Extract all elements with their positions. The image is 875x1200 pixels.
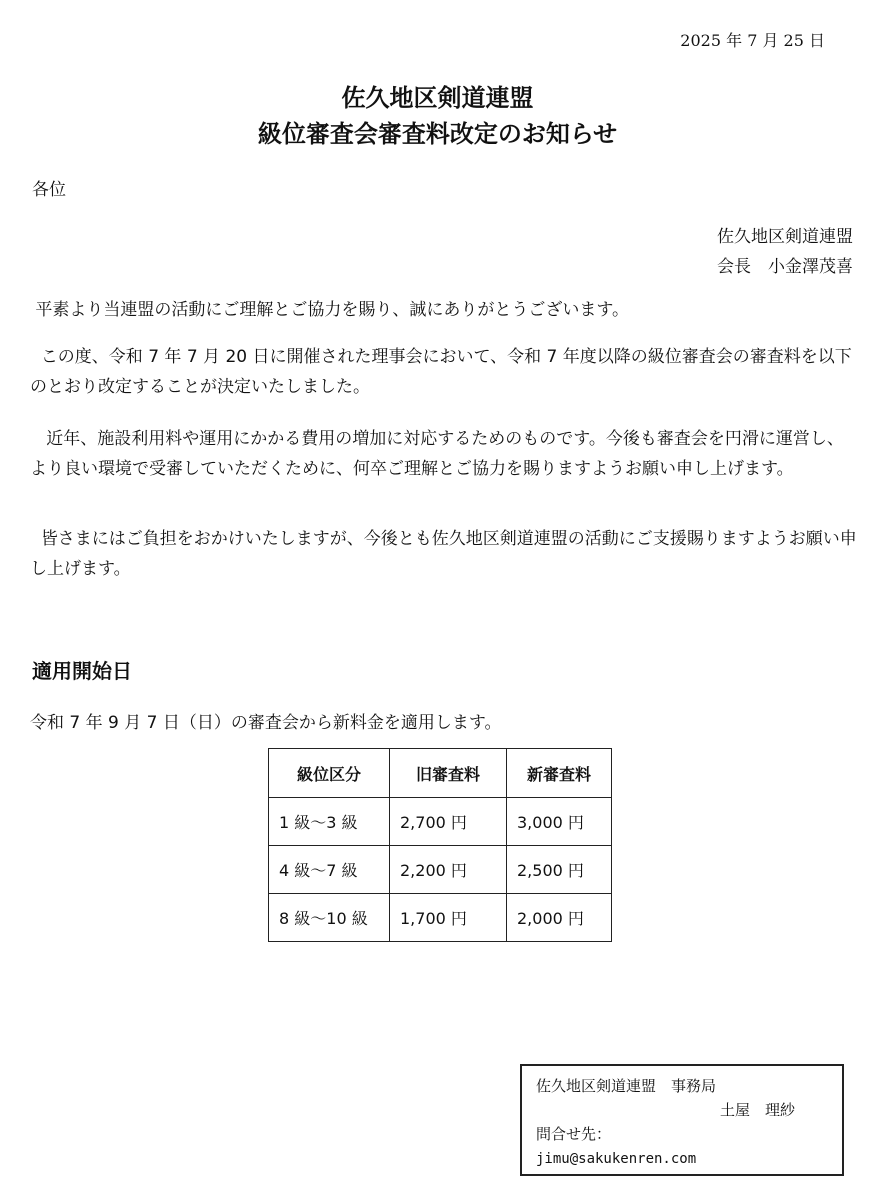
paragraph-decision: この度、令和 7 年 7 月 20 日に開催された理事会において、令和 7 年度以降の級位審査会の審査料を以下のとおり改定することが決定いたしました。 (30, 347, 852, 397)
old-fee-cell: 2,200 円 (390, 846, 507, 894)
table-row (269, 894, 612, 942)
old-fee-cell: 2,700 円 (390, 798, 507, 846)
fee-table-header-old-fee: 旧審査料 (390, 749, 507, 798)
fee-table-header-row (269, 749, 612, 798)
contact-box (520, 1064, 844, 1176)
new-fee-cell: 2,000 円 (507, 894, 612, 942)
contact-person: 土屋 理紗 (720, 1101, 796, 1119)
paragraph-closing: 皆さまにはご負担をおかけいたしますが、今後とも佐久地区剣道連盟の活動にご支援賜りますようお願い申し上げます。 (30, 529, 857, 579)
contact-email[interactable]: jimu@sakukenren.com (536, 1151, 697, 1167)
paragraph-reason: 近年、施設利用料や運用にかかる費用の増加に対応するためのものです。今後も審査会を円滑に運営し、より良い環境で受審していただくために、何卒ご理解とご協力を賜りますようお願い申し上げます。 (30, 429, 844, 479)
fee-table-header-grade: 級位区分 (269, 749, 390, 798)
fee-table (268, 748, 612, 942)
sender-name: 会長 小金澤茂喜 (717, 257, 853, 277)
contact-office: 佐久地区剣道連盟 事務局 (536, 1077, 717, 1095)
notice-date: 2025 年 7 月 25 日 (680, 31, 825, 50)
new-fee-cell: 2,500 円 (507, 846, 612, 894)
contact-label: 問合せ先： (536, 1125, 612, 1143)
addressee: 各位 (32, 180, 66, 200)
paragraph-greeting: 平素より当連盟の活動にご理解とご協力を賜り、誠にありがとうございます。 (30, 300, 630, 320)
title-subject: 級位審査会審査料改定のお知らせ (257, 120, 618, 148)
grade-cell: 4 級～7 級 (269, 846, 390, 894)
table-row (269, 798, 612, 846)
apply-date-text: 令和 7 年 9 月 7 日（日）の審査会から新料金を適用します。 (30, 713, 502, 733)
grade-cell: 1 級～3 級 (269, 798, 390, 846)
fee-table-header-new-fee: 新審査料 (507, 749, 612, 798)
new-fee-cell: 3,000 円 (507, 798, 612, 846)
sender-organization: 佐久地区剣道連盟 (717, 227, 853, 247)
sender-block (717, 222, 853, 282)
grade-cell: 8 級～10 級 (269, 894, 390, 942)
title-organization: 佐久地区剣道連盟 (341, 84, 534, 112)
section-heading-start-date: 適用開始日 (32, 659, 132, 683)
table-row (269, 846, 612, 894)
old-fee-cell: 1,700 円 (390, 894, 507, 942)
